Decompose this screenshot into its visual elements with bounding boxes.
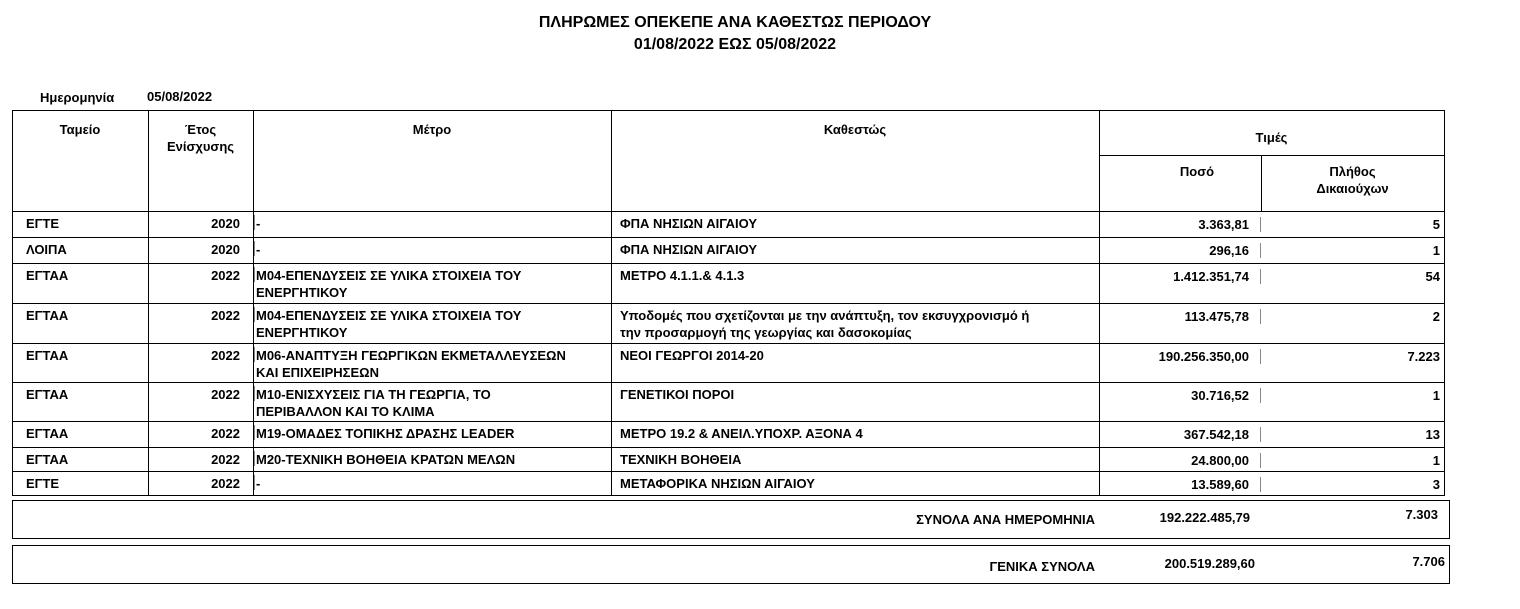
row-border — [12, 382, 1445, 383]
cell-scheme: Υποδομές που σχετίζονται με την ανάπτυξη, τον εκσυγχρονισμό ή — [620, 308, 1030, 323]
date-value: 05/08/2022 — [147, 89, 213, 104]
grand-totals-amount: 200.519.289,60 — [1164, 556, 1255, 571]
cell-scheme: ΤΕΧΝΙΚΗ ΒΟΗΘΕΙΑ — [620, 452, 742, 467]
row-border — [12, 263, 1445, 264]
cell-year: 2022 — [211, 452, 240, 467]
cell-scheme: ΓΕΝΕΤΙΚΟΙ ΠΟΡΟΙ — [620, 387, 735, 402]
cell-separator — [1260, 427, 1261, 442]
cell-year: 2022 — [211, 387, 240, 402]
column-header-year-line2: Ενίσχυσης — [166, 139, 235, 154]
cell-count: 1 — [1432, 243, 1440, 258]
cell-amount: 13.589,60 — [1191, 477, 1249, 492]
grand-totals-label: ΓΕΝΙΚΑ ΣΥΝΟΛΑ — [989, 559, 1095, 574]
cell-scheme: ΜΕΤΑΦΟΡΙΚΑ ΝΗΣΙΩΝ ΑΙΓΑΙΟΥ — [620, 476, 815, 491]
cell-measure: ΕΝΕΡΓΗΤΙΚΟΥ — [256, 325, 348, 340]
report-title: ΠΛΗΡΩΜΕΣ ΟΠΕΚΕΠΕ ΑΝΑ ΚΑΘΕΣΤΩΣ ΠΕΡΙΟΔΟΥ — [538, 14, 932, 31]
report-period: 01/08/2022 ΕΩΣ 05/08/2022 — [633, 36, 837, 53]
cell-separator — [254, 475, 255, 490]
header-bottom-border — [12, 211, 1445, 212]
cell-measure: Μ06-ΑΝΑΠΤΥΞΗ ΓΕΩΡΓΙΚΩΝ ΕΚΜΕΤΑΛΛΕΥΣΕΩΝ — [256, 348, 566, 363]
cell-fund: ΕΓΤΑΑ — [26, 308, 69, 323]
cell-scheme: την προσαρμογή της γεωργίας και δασοκομίας — [620, 325, 912, 340]
cell-separator — [254, 241, 255, 256]
cell-scheme: ΜΕΤΡΟ 4.1.1.& 4.1.3 — [620, 268, 745, 283]
cell-amount: 3.363,81 — [1198, 217, 1249, 232]
cell-measure: Μ10-ΕΝΙΣΧΥΣΕΙΣ ΓΙΑ ΤΗ ΓΕΩΡΓΙΑ, ΤΟ — [256, 387, 491, 402]
date-label: Ημερομηνία — [40, 90, 115, 105]
cell-separator — [1260, 477, 1261, 492]
row-border — [12, 421, 1445, 422]
cell-separator — [254, 386, 255, 401]
cell-measure: - — [256, 216, 261, 231]
cell-separator — [1260, 217, 1261, 232]
row-border — [12, 237, 1445, 238]
totals-by-date-amount: 192.222.485,79 — [1159, 510, 1250, 525]
column-header-year: Έτος — [184, 122, 217, 137]
cell-scheme: ΝΕΟΙ ΓΕΩΡΓΟΙ 2014-20 — [620, 348, 764, 363]
cell-amount: 24.800,00 — [1191, 453, 1249, 468]
totals-by-date-count: 7.303 — [1405, 507, 1438, 522]
cell-measure: ΚΑΙ ΕΠΙΧΕΙΡΗΣΕΩΝ — [256, 365, 379, 380]
row-border — [12, 343, 1445, 344]
cell-separator — [1260, 453, 1261, 468]
cell-measure: Μ19-ΟΜΑΔΕΣ ΤΟΠΙΚΗΣ ΔΡΑΣΗΣ LEADER — [256, 426, 515, 441]
cell-separator — [254, 451, 255, 466]
cell-separator — [1260, 269, 1261, 284]
cell-fund: ΕΓΤΕ — [26, 216, 60, 231]
cell-year: 2020 — [211, 216, 240, 231]
cell-separator — [254, 425, 255, 440]
cell-separator — [254, 267, 255, 282]
row-border — [12, 303, 1445, 304]
cell-measure: - — [256, 476, 261, 491]
cell-separator — [254, 347, 255, 362]
cell-count: 1 — [1432, 453, 1440, 468]
cell-fund: ΕΓΤΑΑ — [26, 387, 69, 402]
cell-count: 1 — [1432, 388, 1440, 403]
cell-count: 13 — [1425, 427, 1440, 442]
column-header-scheme: Καθεστώς — [823, 122, 887, 137]
column-border — [12, 110, 13, 496]
cell-amount: 296,16 — [1209, 243, 1249, 258]
column-header-values: Τιμές — [1255, 130, 1288, 145]
cell-amount: 30.716,52 — [1191, 388, 1249, 403]
table-top-border — [12, 110, 1445, 111]
cell-scheme: ΦΠΑ ΝΗΣΙΩΝ ΑΙΓΑΙΟΥ — [620, 216, 758, 231]
cell-fund: ΕΓΤΑΑ — [26, 452, 69, 467]
column-header-fund: Ταμείο — [59, 122, 101, 137]
row-border — [12, 471, 1445, 472]
cell-measure: Μ20-ΤΕΧΝΙΚΗ ΒΟΗΘΕΙΑ ΚΡΑΤΩΝ ΜΕΛΩΝ — [256, 452, 516, 467]
row-border — [12, 447, 1445, 448]
cell-year: 2022 — [211, 426, 240, 441]
cell-year: 2022 — [211, 348, 240, 363]
cell-scheme: ΜΕΤΡΟ 19.2 & ΑΝΕΙΛ.ΥΠΟΧΡ. ΑΞΟΝΑ 4 — [620, 426, 863, 441]
cell-count: 3 — [1432, 477, 1440, 492]
cell-separator — [1260, 309, 1261, 324]
cell-count: 5 — [1432, 217, 1440, 232]
cell-separator — [1260, 349, 1261, 364]
cell-year: 2022 — [211, 308, 240, 323]
cell-separator — [254, 215, 255, 230]
column-header-measure: Μέτρο — [412, 122, 452, 137]
cell-measure: ΕΝΕΡΓΗΤΙΚΟΥ — [256, 285, 348, 300]
row-border — [12, 495, 1445, 496]
totals-by-date-label: ΣΥΝΟΛΑ ΑΝΑ ΗΜΕΡΟΜΗΝΙΑ — [916, 512, 1095, 527]
cell-count: 54 — [1425, 269, 1440, 284]
column-border — [1444, 110, 1445, 496]
grand-totals-count: 7.706 — [1412, 554, 1445, 569]
cell-separator — [254, 307, 255, 322]
cell-fund: ΕΓΤΑΑ — [26, 348, 69, 363]
cell-count: 2 — [1432, 309, 1440, 324]
cell-fund: ΕΓΤΑΑ — [26, 268, 69, 283]
cell-separator — [1260, 388, 1261, 403]
cell-year: 2022 — [211, 268, 240, 283]
cell-measure: ΠΕΡΙΒΑΛΛΟΝ ΚΑΙ ΤΟ ΚΛΙΜΑ — [256, 404, 435, 419]
cell-measure: - — [256, 242, 261, 257]
cell-year: 2020 — [211, 242, 240, 257]
cell-measure: Μ04-ΕΠΕΝΔΥΣΕΙΣ ΣΕ ΥΛΙΚΑ ΣΤΟΙΧΕΙΑ ΤΟΥ — [256, 308, 522, 323]
column-header-amount: Ποσό — [1179, 164, 1215, 179]
values-subheader-border — [1099, 155, 1445, 156]
cell-measure: Μ04-ΕΠΕΝΔΥΣΕΙΣ ΣΕ ΥΛΙΚΑ ΣΤΟΙΧΕΙΑ ΤΟΥ — [256, 268, 522, 283]
cell-scheme: ΦΠΑ ΝΗΣΙΩΝ ΑΙΓΑΙΟΥ — [620, 242, 758, 257]
cell-year: 2022 — [211, 476, 240, 491]
cell-amount: 367.542,18 — [1183, 427, 1249, 442]
column-border — [611, 110, 612, 496]
cell-fund: ΕΓΤΕ — [26, 476, 60, 491]
cell-amount: 1.412.351,74 — [1173, 269, 1249, 284]
cell-fund: ΛΟΙΠΑ — [26, 242, 67, 257]
cell-count: 7.223 — [1407, 349, 1440, 364]
cell-separator — [1260, 243, 1261, 258]
cell-amount: 113.475,78 — [1184, 309, 1249, 324]
column-header-beneficiaries-line2: Δικαιούχων — [1316, 181, 1389, 196]
cell-amount: 190.256.350,00 — [1158, 349, 1249, 364]
column-header-beneficiaries: Πλήθος — [1329, 164, 1376, 179]
cell-fund: ΕΓΤΑΑ — [26, 426, 69, 441]
